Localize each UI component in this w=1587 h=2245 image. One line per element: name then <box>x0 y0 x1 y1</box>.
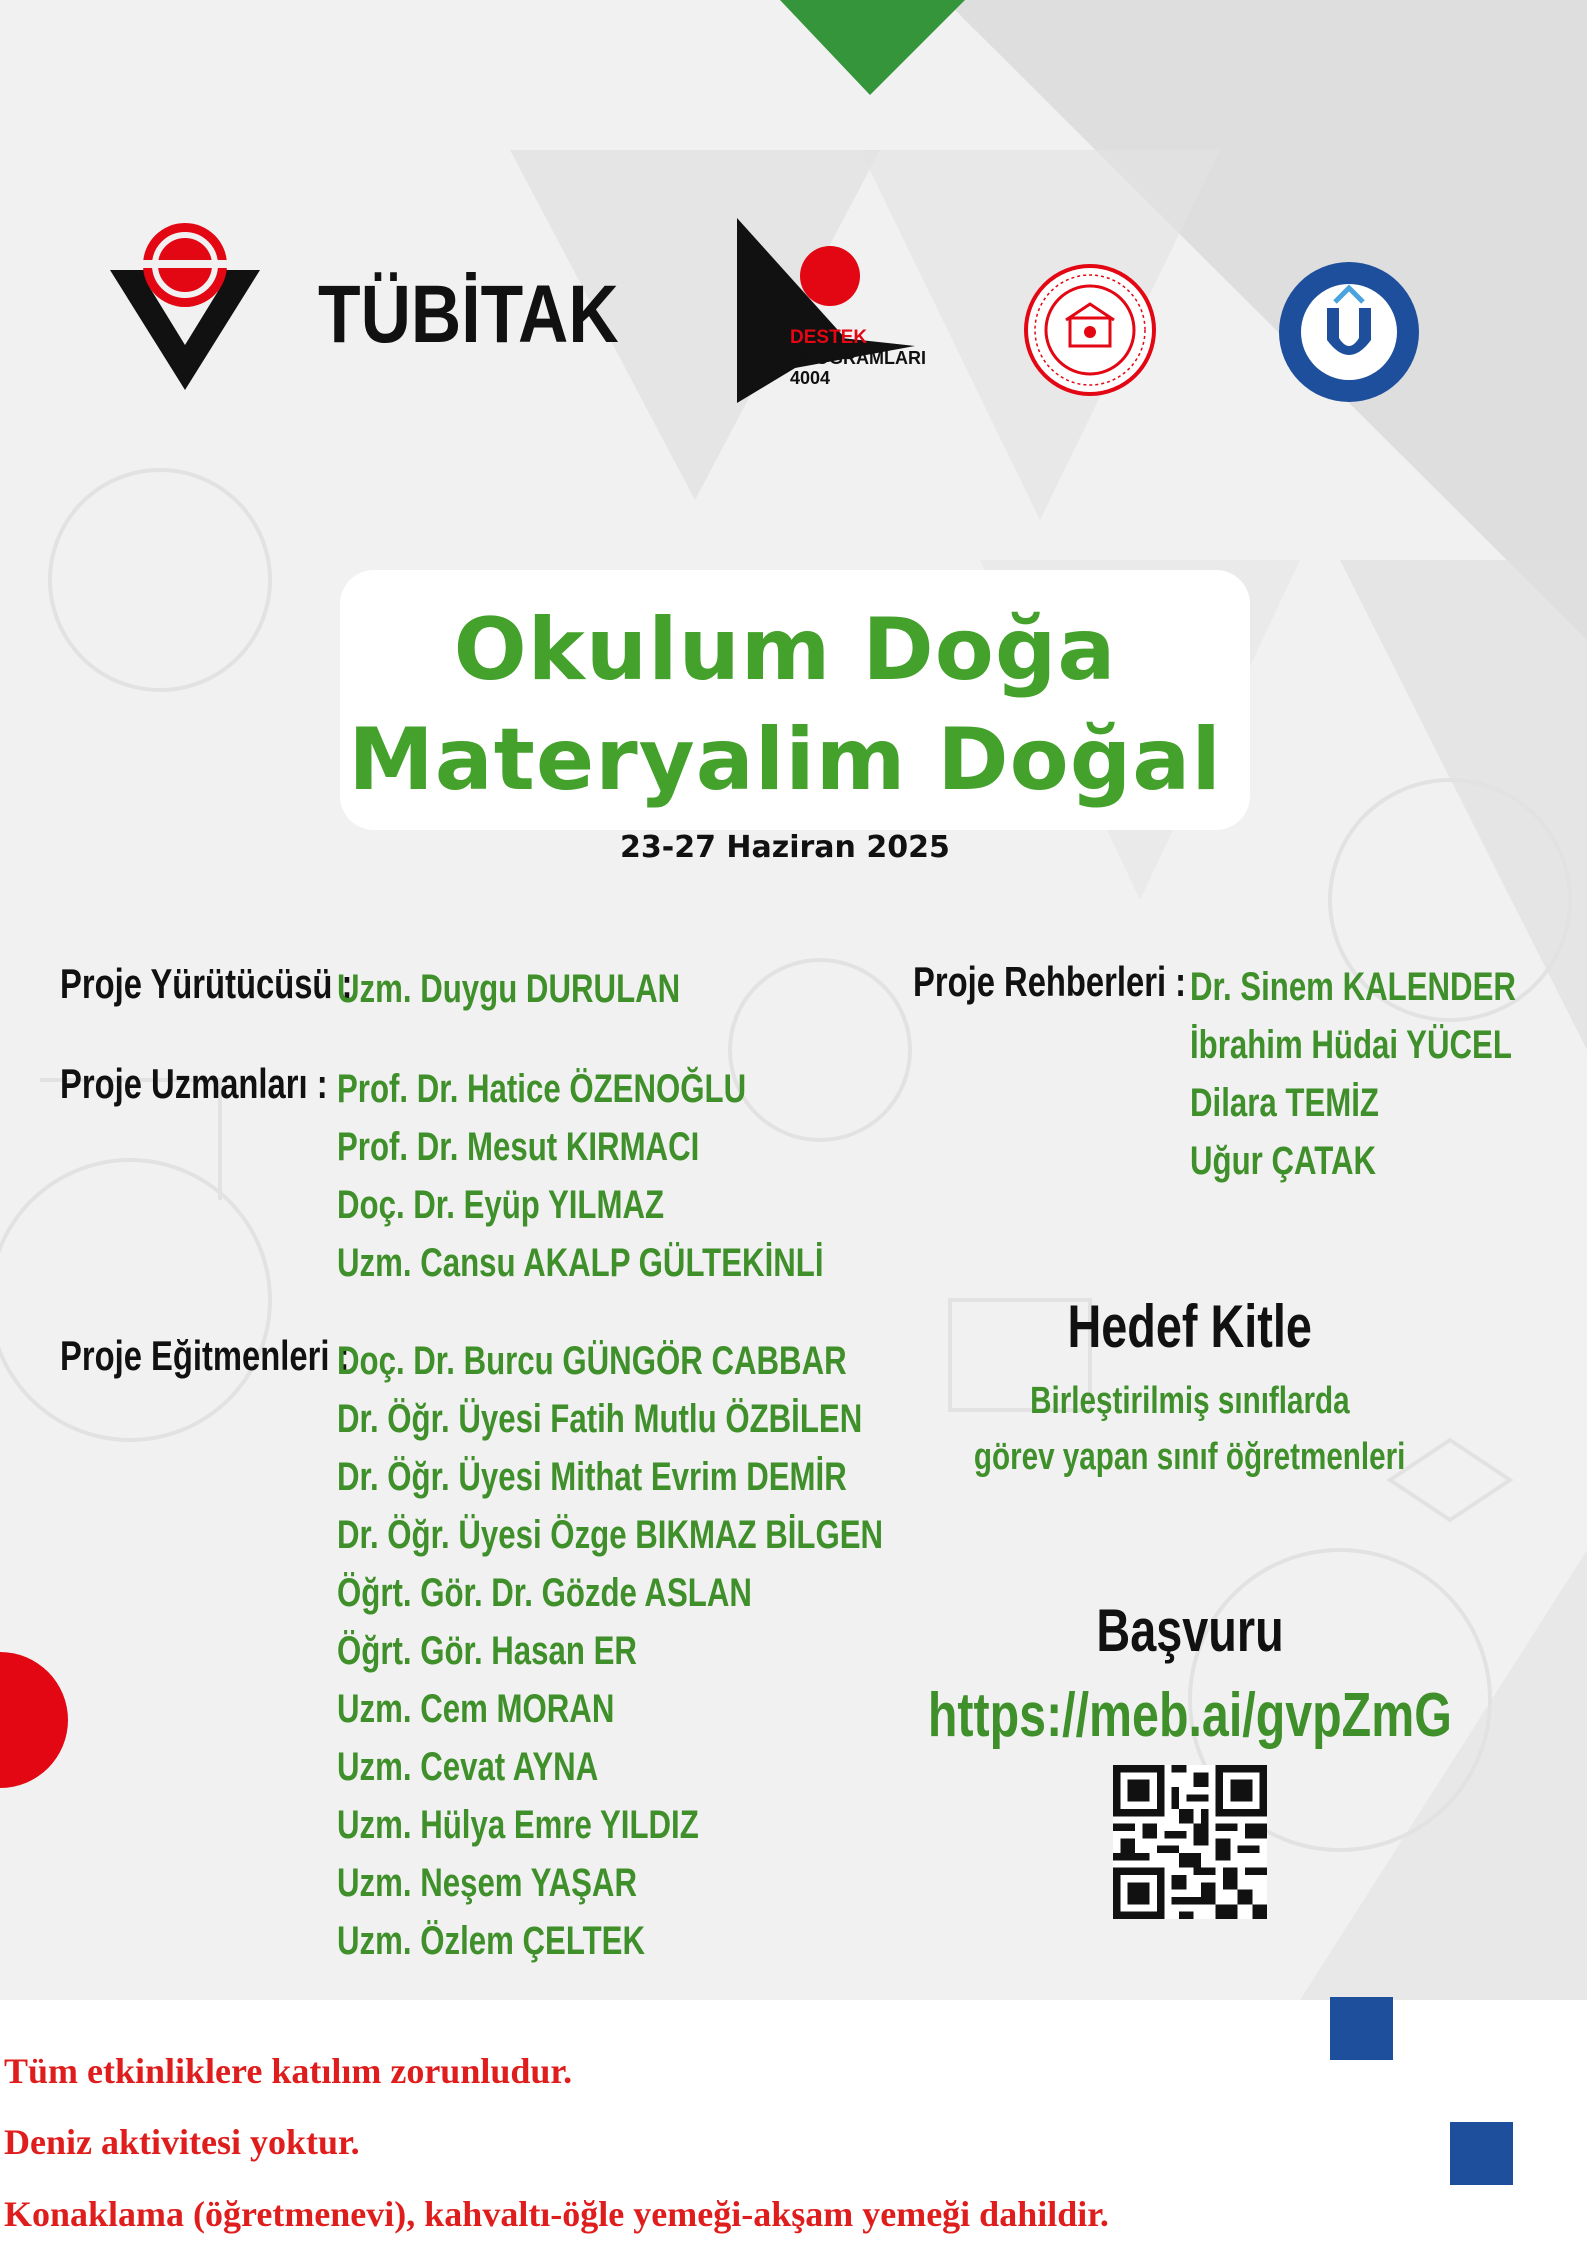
egitmen-name: Öğrt. Gör. Hasan ER <box>337 1629 637 1673</box>
uzman-name: Doç. Dr. Eyüp YILMAZ <box>337 1183 665 1227</box>
uzman-name: Prof. Dr. Mesut KIRMACI <box>337 1125 700 1169</box>
application-url[interactable]: https://meb.ai/gvpZmG <box>928 1681 1452 1750</box>
tubitak-emblem-icon <box>110 220 260 390</box>
red-semicircle-icon <box>0 1650 70 1790</box>
title-line-2: Materyalim Doğal <box>348 710 1222 810</box>
application-heading: Başvuru <box>1096 1597 1284 1664</box>
blue-square-icon <box>1330 1997 1393 2060</box>
rehber-name: İbrahim Hüdai YÜCEL <box>1190 1023 1512 1067</box>
uzmanlar-label: Proje Uzmanları : <box>60 1060 328 1107</box>
uzmanlar-names <box>337 1060 961 1292</box>
rehber-name: Dilara TEMİZ <box>1190 1081 1379 1125</box>
egitmen-name: Doç. Dr. Burcu GÜNGÖR CABBAR <box>337 1339 847 1383</box>
milli-egitim-seal-icon <box>1020 260 1160 400</box>
footer-note-2: Deniz aktivitesi yoktur. <box>4 2122 360 2162</box>
egitmen-name: Uzm. Özlem ÇELTEK <box>337 1919 646 1963</box>
blue-square-icon <box>1450 2122 1513 2185</box>
rehberler-label: Proje Rehberleri : <box>913 958 1187 1005</box>
egitmen-name: Dr. Öğr. Üyesi Fatih Mutlu ÖZBİLEN <box>337 1397 863 1441</box>
destek-text: DESTEK PROGRAMLARI 4004 <box>790 327 926 388</box>
target-line-2: görev yapan sınıf öğretmenleri <box>974 1436 1406 1478</box>
egitmen-name: Uzm. Hülya Emre YILDIZ <box>337 1803 699 1847</box>
egitmen-name: Öğrt. Gör. Dr. Gözde ASLAN <box>337 1571 752 1615</box>
yurutucu-label: Proje Yürütücüsü : <box>60 960 353 1007</box>
egitmen-name: Dr. Öğr. Üyesi Özge BIKMAZ BİLGEN <box>337 1513 884 1557</box>
target-line-1: Birleştirilmiş sınıflarda <box>1030 1380 1350 1422</box>
green-triangle-icon <box>780 0 965 95</box>
qr-code-icon[interactable] <box>1113 1765 1267 1919</box>
egitmen-name: Uzm. Neşem YAŞAR <box>337 1861 637 1905</box>
footer-note-1: Tüm etkinliklere katılım zorunludur. <box>4 2051 573 2091</box>
egitmen-name: Uzm. Cevat AYNA <box>337 1745 599 1789</box>
uzman-name: Prof. Dr. Hatice ÖZENOĞLU <box>337 1067 747 1111</box>
yurutucu-names <box>337 960 777 1018</box>
egitmen-name: Uzm. Cem MORAN <box>337 1687 615 1731</box>
event-date: 23-27 Haziran 2025 <box>620 830 950 865</box>
yurutucu-name: Uzm. Duygu DURULAN <box>337 967 681 1011</box>
rehber-name: Uğur ÇATAK <box>1190 1139 1377 1183</box>
uzman-name: Uzm. Cansu AKALP GÜLTEKİNLİ <box>337 1241 824 1285</box>
target-heading: Hedef Kitle <box>1067 1293 1313 1360</box>
rehber-name: Dr. Sinem KALENDER <box>1190 965 1516 1009</box>
egitmenler-label: Proje Eğitmenleri : <box>60 1332 350 1379</box>
rehberler-names <box>1190 958 1587 1190</box>
tubitak-wordmark: TÜBİTAK <box>318 269 619 360</box>
aydin-adnan-menderes-universitesi-seal-icon <box>1275 258 1423 406</box>
egitmen-name: Dr. Öğr. Üyesi Mithat Evrim DEMİR <box>337 1455 847 1499</box>
title-line-1: Okulum Doğa <box>453 600 1117 700</box>
footer-note-3: Konaklama (öğretmenevi), kahvaltı-öğle yemeği-akşam yemeği dahildir. <box>4 2194 1109 2234</box>
